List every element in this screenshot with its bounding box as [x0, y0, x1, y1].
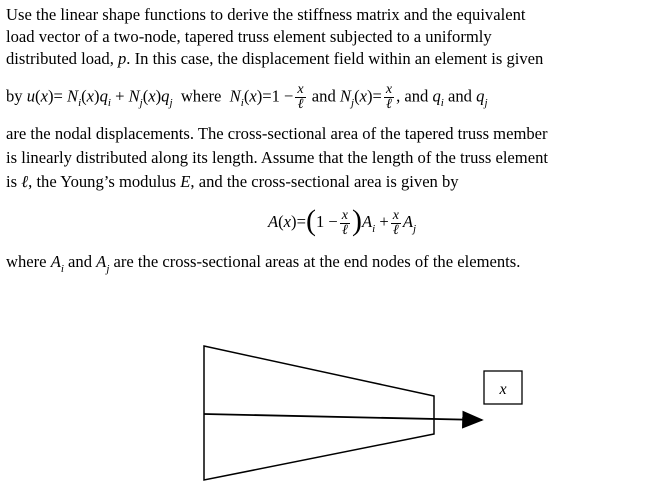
equation-displacement-field: by $u(x)= N_i(x)q_i + N_j(x)q_j$ where $N_i(x)=1$ − $\frac{x}{\text{ℓ}}$ and $N_j(x)=$ $\frac{x}{\text{ℓ}}$ , and $q_i$ and $q_j$ [6, 82, 488, 112]
text-line-7: is ℓ, the Young’s modulus E, and the cross-sectional area is given by [6, 172, 459, 191]
fraction-x-over-l: $\frac{x}{\text{ℓ}}$ [392, 207, 399, 238]
text-line-2: load vector of a two-node, tapered truss element subjected to a uniformly [6, 27, 492, 46]
fraction-x-over-l: $\frac{x}{\text{ℓ}}$ [385, 82, 393, 112]
tapered-truss-element [204, 346, 434, 480]
text-line-9: where $A_i$ and $A_j$ are the cross-sectional areas at the end nodes of the elements. [6, 252, 521, 275]
fraction-x-over-l: $\frac{x}{\text{ℓ}}$ [341, 207, 348, 238]
text-line-6: is linearly distributed along its length. Assume that the length of the truss element [6, 148, 548, 167]
text-line-1: Use the linear shape functions to derive the stiffness matrix and the equivalent [6, 5, 526, 24]
x-axis-arrow [204, 414, 482, 420]
fraction-x-over-l: $\frac{x}{\text{ℓ}}$ [297, 82, 304, 112]
text-line-3: distributed load, p. In this case, the displacement field within an element is given [6, 49, 544, 68]
text-line-5: are the nodal displacements. The cross-sectional area of the tapered truss member [6, 124, 548, 143]
x-axis-label: x [499, 381, 507, 398]
equation-area: A(x)=(1 − $\frac{x}{\text{ℓ}}$ )$A_i$ + $\frac{x}{\text{ℓ}}$ $A_j$ [268, 204, 417, 238]
